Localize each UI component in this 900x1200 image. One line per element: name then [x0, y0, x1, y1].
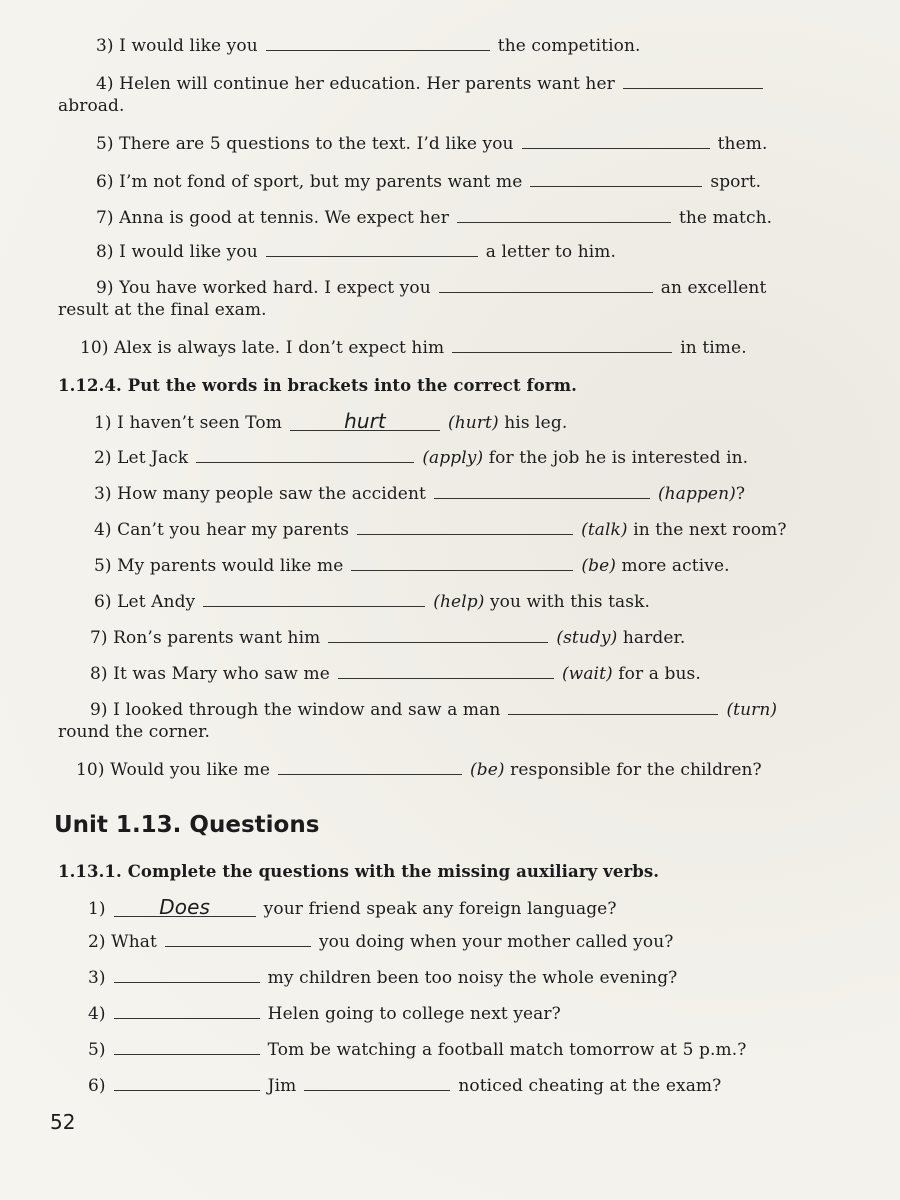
- answer-blank[interactable]: [351, 556, 573, 571]
- exercise-item: [88, 1004, 561, 1024]
- item-text: 5) There are 5 questions to the text. I’d like you: [96, 134, 514, 154]
- exercise-item: [90, 628, 685, 648]
- item-text: sport.: [710, 172, 762, 192]
- unit-title: Unit 1.13. Questions: [54, 812, 320, 838]
- answer-blank[interactable]: [452, 338, 672, 353]
- exercise-item: [88, 1076, 721, 1096]
- answer-blank[interactable]: [114, 1076, 260, 1091]
- item-text: Tom be watching a football match tomorrow at 5 p.m.?: [267, 1040, 747, 1060]
- item-text: 10) Alex is always late. I don’t expect him: [80, 338, 445, 358]
- item-text: them.: [717, 134, 768, 154]
- exercise-item: [88, 932, 673, 952]
- item-text: you with this task.: [489, 592, 650, 612]
- item-text: 2) What: [88, 932, 157, 952]
- answer-blank[interactable]: [266, 242, 478, 257]
- item-text: 6) I’m not fond of sport, but my parents want me: [96, 172, 523, 192]
- verb-hint: (study): [556, 628, 618, 648]
- item-text: 9) I looked through the window and saw a man: [90, 700, 501, 720]
- item-text: 1) I haven’t seen Tom: [94, 413, 282, 433]
- item-text: responsible for the children?: [510, 760, 762, 780]
- verb-hint: (talk): [581, 520, 628, 540]
- answer-blank[interactable]: [203, 592, 425, 607]
- item-text: 6) Let Andy: [94, 592, 196, 612]
- exercise-item: [96, 242, 616, 262]
- item-text: his leg.: [504, 413, 568, 433]
- exercise-item: [94, 592, 650, 612]
- exercise-item: [94, 409, 568, 433]
- exercise-item: [80, 338, 747, 358]
- item-text: 6): [88, 1076, 106, 1096]
- answer-blank[interactable]: [266, 36, 490, 51]
- item-text: 4) Can’t you hear my parents: [94, 520, 350, 540]
- exercise-item: [94, 484, 745, 504]
- verb-hint: (apply): [422, 448, 484, 468]
- page-number: 52: [50, 1110, 76, 1134]
- answer-blank[interactable]: [338, 664, 554, 679]
- item-text: 7) Ron’s parents want him: [90, 628, 321, 648]
- verb-hint: (wait): [561, 664, 613, 684]
- item-text: 2) Let Jack: [94, 448, 189, 468]
- exercise-item: [96, 208, 772, 228]
- verb-hint: (be): [581, 556, 616, 576]
- handwritten-answer[interactable]: Does: [114, 898, 256, 917]
- exercise-item: [76, 760, 762, 780]
- exercise-item: [96, 278, 766, 298]
- item-text: 10) Would you like me: [76, 760, 271, 780]
- item-text: 3): [88, 968, 106, 988]
- answer-blank[interactable]: [278, 760, 462, 775]
- verb-hint: (turn): [726, 700, 778, 720]
- exercise-item: [90, 700, 777, 720]
- exercise-item: [96, 172, 761, 192]
- item-text: 3) How many people saw the accident: [94, 484, 426, 504]
- item-text: you doing when your mother called you?: [318, 932, 674, 952]
- exercise-item: [96, 74, 771, 94]
- exercise-item-continued: [58, 722, 210, 742]
- item-text: for a bus.: [618, 664, 701, 684]
- answer-blank[interactable]: [439, 278, 653, 293]
- answer-blank[interactable]: [114, 1040, 260, 1055]
- exercise-heading: 1.13.1. Complete the questions with the missing auxiliary verbs.: [58, 862, 660, 881]
- item-text: ?: [735, 484, 746, 504]
- exercise-item: [94, 448, 748, 468]
- item-text: Helen going to college next year?: [267, 1004, 561, 1024]
- item-text: 8) I would like you: [96, 242, 258, 262]
- item-text: noticed cheating at the exam?: [458, 1076, 722, 1096]
- answer-blank[interactable]: [165, 932, 311, 947]
- answer-blank[interactable]: [508, 700, 718, 715]
- exercise-item: [88, 968, 677, 988]
- item-text: more active.: [621, 556, 730, 576]
- item-text: 5) My parents would like me: [94, 556, 344, 576]
- item-text: abroad.: [58, 96, 125, 116]
- verb-hint: (happen): [657, 484, 736, 504]
- verb-hint: (be): [470, 760, 505, 780]
- item-text: 4): [88, 1004, 106, 1024]
- exercise-item: [96, 36, 641, 56]
- item-text: 1): [88, 899, 106, 919]
- answer-blank[interactable]: [530, 172, 702, 187]
- answer-blank[interactable]: [196, 448, 414, 463]
- item-text: the competition.: [497, 36, 641, 56]
- exercise-item: [90, 664, 701, 684]
- item-text: my children been too noisy the whole evening?: [267, 968, 678, 988]
- item-text: in the next room?: [633, 520, 787, 540]
- exercise-item-continued: [58, 300, 267, 320]
- item-text: for the job he is interested in.: [488, 448, 749, 468]
- answer-blank[interactable]: [522, 134, 710, 149]
- answer-blank[interactable]: [328, 628, 548, 643]
- item-text: your friend speak any foreign language?: [263, 899, 617, 919]
- exercise-item: [88, 1040, 746, 1060]
- item-text: 5): [88, 1040, 106, 1060]
- answer-blank[interactable]: [434, 484, 650, 499]
- exercise-heading: 1.12.4. Put the words in brackets into the correct form.: [58, 376, 578, 395]
- item-text: result at the final exam.: [58, 300, 267, 320]
- item-text: the match.: [678, 208, 773, 228]
- item-text: Jim: [267, 1076, 297, 1096]
- answer-blank[interactable]: [114, 1004, 260, 1019]
- item-text: harder.: [622, 628, 686, 648]
- item-text: round the corner.: [58, 722, 211, 742]
- item-text: 9) You have worked hard. I expect you: [96, 278, 431, 298]
- answer-blank[interactable]: [457, 208, 671, 223]
- item-text: 3) I would like you: [96, 36, 258, 56]
- item-text: a letter to him.: [485, 242, 617, 262]
- answer-blank[interactable]: [357, 520, 573, 535]
- verb-hint: (hurt): [447, 413, 499, 433]
- handwritten-answer[interactable]: hurt: [290, 412, 440, 431]
- verb-hint: (help): [433, 592, 485, 612]
- item-text: 7) Anna is good at tennis. We expect her: [96, 208, 449, 228]
- answer-blank[interactable]: [304, 1076, 450, 1091]
- item-text: an excellent: [660, 278, 767, 298]
- answer-blank[interactable]: [623, 74, 763, 89]
- exercise-item: [88, 895, 617, 919]
- item-text: 8) It was Mary who saw me: [90, 664, 330, 684]
- exercise-item: [94, 520, 787, 540]
- exercise-item: [96, 134, 767, 154]
- item-text: 4) Helen will continue her education. Her parents want her: [96, 74, 615, 94]
- exercise-item: [94, 556, 730, 576]
- answer-blank[interactable]: [114, 968, 260, 983]
- item-text: in time.: [680, 338, 747, 358]
- exercise-item-continued: [58, 96, 125, 116]
